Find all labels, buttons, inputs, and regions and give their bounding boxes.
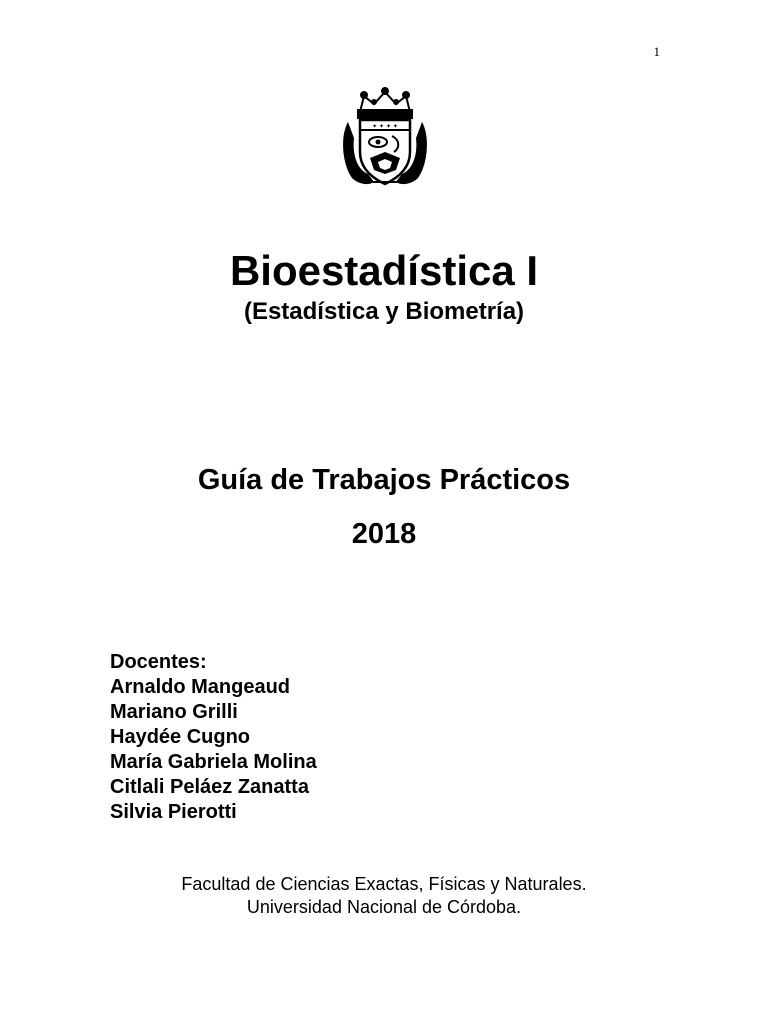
- docente-name: Silvia Pierotti: [110, 801, 237, 823]
- docente-name: Mariano Grilli: [110, 701, 238, 723]
- docente-name: Haydée Cugno: [110, 726, 251, 748]
- svg-text:✦ ✦ ✦ ✦: ✦ ✦ ✦ ✦: [372, 123, 398, 130]
- docente-name: Citlali Peláez Zanatta: [110, 776, 309, 798]
- docente-name: Arnaldo Mangeaud: [110, 676, 291, 698]
- docentes-heading: Docentes:: [110, 651, 207, 673]
- page-number: 1: [653, 44, 660, 59]
- docente-name: María Gabriela Molina: [110, 751, 317, 773]
- university-name: Universidad Nacional de Córdoba.: [246, 897, 522, 917]
- docentes-list: [110, 650, 560, 825]
- guide-title: Guía de Trabajos Prácticos: [197, 464, 571, 496]
- institution-footer: [0, 873, 768, 919]
- year: 2018: [351, 518, 417, 550]
- document-subtitle: (Estadística y Biometría): [243, 298, 525, 325]
- university-crest-logo: [338, 86, 432, 190]
- document-title: Bioestadística I: [229, 247, 539, 294]
- faculty-name: Facultad de Ciencias Exactas, Físicas y Naturales.: [181, 874, 587, 894]
